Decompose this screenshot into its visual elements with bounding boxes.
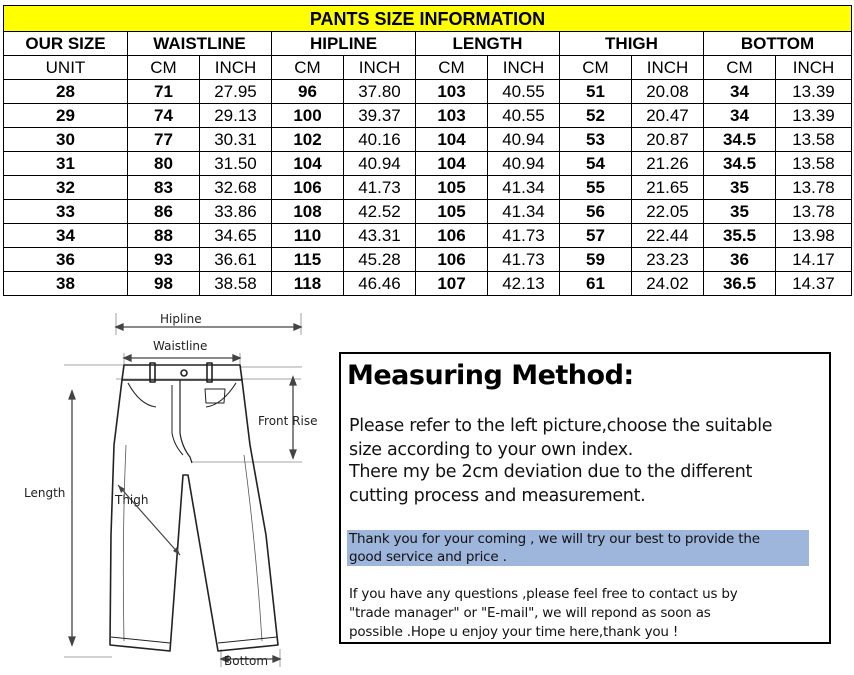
table-cell: 40.55 bbox=[488, 104, 560, 128]
table-cell: 13.78 bbox=[776, 176, 852, 200]
table-cell: 105 bbox=[416, 176, 488, 200]
table-row bbox=[4, 224, 852, 248]
table-row bbox=[4, 200, 852, 224]
table-cell: 106 bbox=[416, 224, 488, 248]
method-line: size according to your own index. bbox=[349, 440, 634, 460]
table-cell: 118 bbox=[272, 272, 344, 296]
table-row bbox=[4, 128, 852, 152]
unit-cell: CM bbox=[416, 56, 488, 80]
unit-cell: INCH bbox=[344, 56, 416, 80]
method-line: cutting process and measurement. bbox=[349, 486, 646, 506]
table-cell: 100 bbox=[272, 104, 344, 128]
table-cell: 20.47 bbox=[632, 104, 704, 128]
table-unit-row bbox=[4, 56, 852, 80]
table-cell: 54 bbox=[560, 152, 632, 176]
table-cell: 96 bbox=[272, 80, 344, 104]
table-row bbox=[4, 152, 852, 176]
table-cell: 21.65 bbox=[632, 176, 704, 200]
table-cell: 115 bbox=[272, 248, 344, 272]
table-cell: 34.65 bbox=[200, 224, 272, 248]
table-cell: 40.55 bbox=[488, 80, 560, 104]
table-cell: 71 bbox=[128, 80, 200, 104]
contact-line: If you have any questions ,please feel free to contact us by bbox=[349, 586, 738, 602]
table-cell: 28 bbox=[4, 80, 128, 104]
table-cell: 24.02 bbox=[632, 272, 704, 296]
unit-cell: CM bbox=[560, 56, 632, 80]
table-cell: 13.39 bbox=[776, 80, 852, 104]
table-cell: 13.58 bbox=[776, 128, 852, 152]
table-cell: 34 bbox=[704, 80, 776, 104]
table-cell: 102 bbox=[272, 128, 344, 152]
contact-line: "trade manager" or "E-mail", we will repond as soon as bbox=[349, 605, 711, 621]
header-our-size: OUR SIZE bbox=[4, 32, 128, 56]
contact-line: possible .Hope u enjoy your time here,thank you ! bbox=[349, 624, 679, 640]
table-cell: 35.5 bbox=[704, 224, 776, 248]
table-cell: 29 bbox=[4, 104, 128, 128]
thanks-line: good service and price . bbox=[349, 549, 507, 565]
unit-cell: INCH bbox=[488, 56, 560, 80]
table-cell: 13.78 bbox=[776, 200, 852, 224]
table-cell: 40.16 bbox=[344, 128, 416, 152]
table-cell: 31 bbox=[4, 152, 128, 176]
front-rise-label: Front Rise bbox=[258, 414, 318, 428]
table-row bbox=[4, 176, 852, 200]
header-hipline: HIPLINE bbox=[272, 32, 416, 56]
method-line: There my be 2cm deviation due to the different bbox=[349, 462, 753, 482]
table-cell: 22.05 bbox=[632, 200, 704, 224]
table-cell: 98 bbox=[128, 272, 200, 296]
length-label: Length bbox=[24, 486, 66, 500]
table-cell: 34 bbox=[704, 104, 776, 128]
table-cell: 20.87 bbox=[632, 128, 704, 152]
size-table bbox=[3, 5, 852, 296]
table-cell: 14.17 bbox=[776, 248, 852, 272]
pants-diagram bbox=[0, 305, 335, 675]
unit-cell: UNIT bbox=[4, 56, 128, 80]
table-cell: 40.94 bbox=[488, 128, 560, 152]
unit-cell: CM bbox=[128, 56, 200, 80]
table-cell: 83 bbox=[128, 176, 200, 200]
table-cell: 13.98 bbox=[776, 224, 852, 248]
table-header-row bbox=[4, 32, 852, 56]
table-cell: 103 bbox=[416, 80, 488, 104]
table-cell: 36.61 bbox=[200, 248, 272, 272]
table-cell: 74 bbox=[128, 104, 200, 128]
table-cell: 108 bbox=[272, 200, 344, 224]
table-cell: 23.23 bbox=[632, 248, 704, 272]
table-row bbox=[4, 248, 852, 272]
unit-cell: CM bbox=[704, 56, 776, 80]
table-cell: 106 bbox=[416, 248, 488, 272]
table-cell: 38 bbox=[4, 272, 128, 296]
table-row bbox=[4, 272, 852, 296]
table-cell: 53 bbox=[560, 128, 632, 152]
table-cell: 80 bbox=[128, 152, 200, 176]
table-cell: 14.37 bbox=[776, 272, 852, 296]
table-cell: 36 bbox=[704, 248, 776, 272]
table-cell: 104 bbox=[416, 152, 488, 176]
table-cell: 32.68 bbox=[200, 176, 272, 200]
table-cell: 59 bbox=[560, 248, 632, 272]
table-cell: 41.34 bbox=[488, 200, 560, 224]
measuring-method-box bbox=[339, 352, 831, 644]
table-cell: 32 bbox=[4, 176, 128, 200]
table-cell: 57 bbox=[560, 224, 632, 248]
table-cell: 55 bbox=[560, 176, 632, 200]
header-bottom: BOTTOM bbox=[704, 32, 852, 56]
table-cell: 77 bbox=[128, 128, 200, 152]
unit-cell: CM bbox=[272, 56, 344, 80]
table-cell: 22.44 bbox=[632, 224, 704, 248]
measuring-title: Measuring Method: bbox=[347, 360, 634, 391]
table-cell: 20.08 bbox=[632, 80, 704, 104]
header-length: LENGTH bbox=[416, 32, 560, 56]
table-title: PANTS SIZE INFORMATION bbox=[4, 6, 852, 32]
table-cell: 93 bbox=[128, 248, 200, 272]
header-thigh: THIGH bbox=[560, 32, 704, 56]
table-cell: 110 bbox=[272, 224, 344, 248]
table-cell: 34.5 bbox=[704, 128, 776, 152]
table-cell: 61 bbox=[560, 272, 632, 296]
table-cell: 33.86 bbox=[200, 200, 272, 224]
header-waistline: WAISTLINE bbox=[128, 32, 272, 56]
table-cell: 27.95 bbox=[200, 80, 272, 104]
table-cell: 40.94 bbox=[344, 152, 416, 176]
table-cell: 105 bbox=[416, 200, 488, 224]
table-cell: 107 bbox=[416, 272, 488, 296]
table-cell: 88 bbox=[128, 224, 200, 248]
table-cell: 38.58 bbox=[200, 272, 272, 296]
table-cell: 29.13 bbox=[200, 104, 272, 128]
table-cell: 42.13 bbox=[488, 272, 560, 296]
table-cell: 36.5 bbox=[704, 272, 776, 296]
table-title-row bbox=[4, 6, 852, 32]
table-cell: 34.5 bbox=[704, 152, 776, 176]
table-cell: 21.26 bbox=[632, 152, 704, 176]
table-cell: 41.73 bbox=[488, 248, 560, 272]
table-cell: 30 bbox=[4, 128, 128, 152]
table-row bbox=[4, 80, 852, 104]
table-cell: 52 bbox=[560, 104, 632, 128]
table-cell: 106 bbox=[272, 176, 344, 200]
table-cell: 41.73 bbox=[488, 224, 560, 248]
table-cell: 30.31 bbox=[200, 128, 272, 152]
table-cell: 56 bbox=[560, 200, 632, 224]
table-cell: 39.37 bbox=[344, 104, 416, 128]
table-cell: 40.94 bbox=[488, 152, 560, 176]
waistline-label: Waistline bbox=[153, 339, 208, 353]
unit-cell: INCH bbox=[200, 56, 272, 80]
table-cell: 13.39 bbox=[776, 104, 852, 128]
table-cell: 104 bbox=[416, 128, 488, 152]
table-cell: 37.80 bbox=[344, 80, 416, 104]
method-line: Please refer to the left picture,choose the suitable bbox=[349, 416, 773, 436]
table-cell: 33 bbox=[4, 200, 128, 224]
table-cell: 34 bbox=[4, 224, 128, 248]
table-cell: 42.52 bbox=[344, 200, 416, 224]
thanks-line: Thank you for your coming , we will try our best to provide the bbox=[349, 531, 760, 547]
table-cell: 46.46 bbox=[344, 272, 416, 296]
table-cell: 41.73 bbox=[344, 176, 416, 200]
table-cell: 43.31 bbox=[344, 224, 416, 248]
table-cell: 13.58 bbox=[776, 152, 852, 176]
hipline-label: Hipline bbox=[160, 312, 202, 326]
unit-cell: INCH bbox=[776, 56, 852, 80]
thigh-label: Thigh bbox=[115, 493, 149, 507]
table-cell: 31.50 bbox=[200, 152, 272, 176]
table-cell: 86 bbox=[128, 200, 200, 224]
table-cell: 45.28 bbox=[344, 248, 416, 272]
unit-cell: INCH bbox=[632, 56, 704, 80]
table-cell: 51 bbox=[560, 80, 632, 104]
table-row bbox=[4, 104, 852, 128]
bottom-label: Bottom bbox=[224, 654, 269, 668]
table-cell: 103 bbox=[416, 104, 488, 128]
table-cell: 35 bbox=[704, 176, 776, 200]
table-cell: 104 bbox=[272, 152, 344, 176]
table-cell: 35 bbox=[704, 200, 776, 224]
table-cell: 36 bbox=[4, 248, 128, 272]
table-cell: 41.34 bbox=[488, 176, 560, 200]
